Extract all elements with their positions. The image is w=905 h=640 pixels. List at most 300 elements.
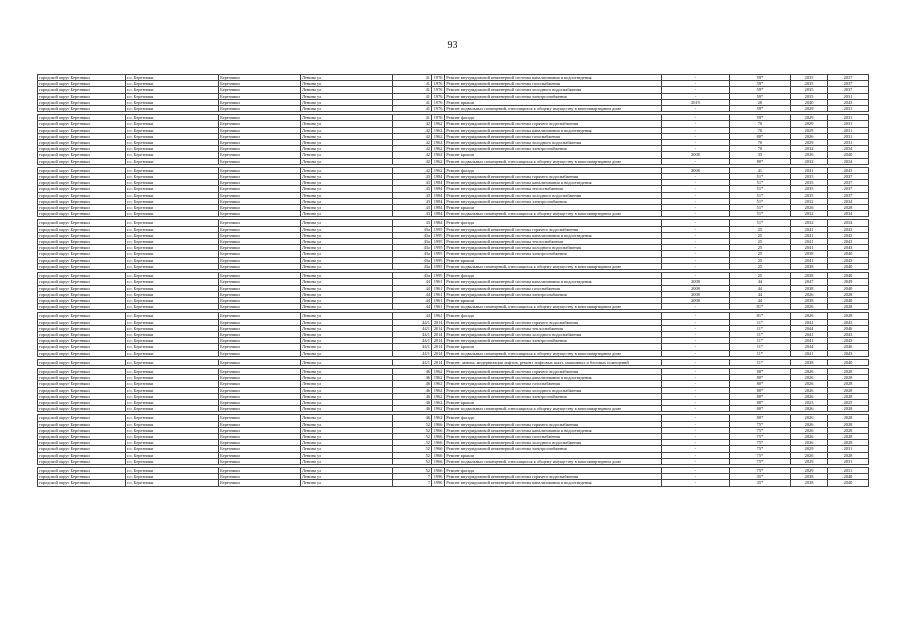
cell-plan-end-year: 2031 xyxy=(827,446,868,452)
cell-work-type: Ремонт внутридомовой инженерной системы канализования и водоотведения xyxy=(445,427,662,433)
cell-build-year: 1984 xyxy=(431,220,444,226)
cell-plan-end-year: 2046 xyxy=(827,325,868,331)
cell-work-type: Ремонт внутридомовой инженерной системы горячего водоснабжения xyxy=(445,421,662,427)
cell-wear-percent: 11* xyxy=(729,344,790,350)
cell-work-type: Ремонт внутридомовой инженерной системы электроснабжения xyxy=(445,446,662,452)
cell-build-year: 1966 xyxy=(431,452,444,458)
cell-municipality: городской округ Березняки xyxy=(38,344,126,350)
cell-wear-percent: 80* xyxy=(729,415,790,421)
cell-municipality: городской округ Березняки xyxy=(38,205,126,211)
cell-city: Березники xyxy=(219,399,301,405)
cell-street: Ленина ул xyxy=(300,87,392,93)
cell-settlement: г.о. Березники xyxy=(126,75,219,81)
cell-work-type: Ремонт подвальных помещений, относящихся к общему имуществу в многоквартирном доме xyxy=(445,106,662,112)
cell-settlement: г.о. Березники xyxy=(126,186,219,192)
cell-house-number: 44/1 xyxy=(393,325,432,331)
cell-plan-end-year: 2037 xyxy=(827,75,868,81)
cell-build-year: 1996 xyxy=(431,480,444,486)
cell-build-year: 1984 xyxy=(431,198,444,204)
cell-build-year: 1962 xyxy=(431,381,444,387)
cell-municipality: городской округ Березняки xyxy=(38,245,126,251)
cell-municipality: городской округ Березняки xyxy=(38,446,126,452)
cell-street: Ленина ул xyxy=(300,106,392,112)
cell-municipality: городской округ Березняки xyxy=(38,415,126,421)
cell-street: Ленина ул xyxy=(300,331,392,337)
cell-city: Березники xyxy=(219,375,301,381)
cell-build-year: 1995 xyxy=(431,245,444,251)
cell-city: Березники xyxy=(219,186,301,192)
cell-house-number: 52 xyxy=(393,458,432,464)
cell-city: Березники xyxy=(219,127,301,133)
cell-wear-percent: 25 xyxy=(729,245,790,251)
cell-last-repair-year: 2006 xyxy=(662,167,730,173)
cell-city: Березники xyxy=(219,304,301,310)
cell-last-repair-year: - xyxy=(662,239,730,245)
cell-plan-start-year: 2026 xyxy=(791,205,828,211)
cell-municipality: городской округ Березняки xyxy=(38,279,126,285)
cell-work-type: Ремонт внутридомовой инженерной системы канализования и водоотведения xyxy=(445,480,662,486)
cell-work-type: Ремонт внутридомовой инженерной системы холодного водоснабжения xyxy=(445,331,662,337)
cell-settlement: г.о. Березники xyxy=(126,99,219,105)
cell-wear-percent: 11* xyxy=(729,331,790,337)
cell-work-type: Ремонт крыши xyxy=(445,152,662,158)
cell-plan-start-year: 2026 xyxy=(791,133,828,139)
cell-wear-percent: 59* xyxy=(729,115,790,121)
cell-plan-start-year: 2040 xyxy=(791,99,828,105)
cell-city: Березники xyxy=(219,474,301,480)
cell-plan-end-year: 2028 xyxy=(827,205,868,211)
cell-build-year: 1962 xyxy=(431,387,444,393)
cell-municipality: городской округ Березняки xyxy=(38,232,126,238)
cell-street: Ленина ул xyxy=(300,239,392,245)
cell-wear-percent: 25 xyxy=(729,239,790,245)
cell-last-repair-year: - xyxy=(662,406,730,412)
cell-municipality: городской округ Березняки xyxy=(38,452,126,458)
cell-plan-end-year: 2040 xyxy=(827,285,868,291)
cell-plan-end-year: 2031 xyxy=(827,467,868,473)
cell-plan-end-year: 2043 xyxy=(827,350,868,356)
cell-wear-percent: 35* xyxy=(729,480,790,486)
cell-house-number: 43 xyxy=(393,174,432,180)
cell-city: Березники xyxy=(219,325,301,331)
cell-city: Березники xyxy=(219,220,301,226)
cell-plan-start-year: 2026 xyxy=(791,440,828,446)
cell-settlement: г.о. Березники xyxy=(126,127,219,133)
cell-build-year: 1961 xyxy=(431,304,444,310)
cell-plan-start-year: 2026 xyxy=(791,368,828,374)
cell-house-number: 44 xyxy=(393,313,432,319)
cell-city: Березники xyxy=(219,331,301,337)
cell-last-repair-year: - xyxy=(662,257,730,263)
cell-build-year: 1962 xyxy=(431,152,444,158)
cell-plan-end-year: 2028 xyxy=(827,375,868,381)
cell-settlement: г.о. Березники xyxy=(126,115,219,121)
cell-plan-start-year: 2038 xyxy=(791,474,828,480)
cell-work-type: Ремонт внутридомовой инженерной системы канализования и водоотведения xyxy=(445,180,662,186)
cell-plan-end-year: 2040 xyxy=(827,359,868,365)
cell-plan-end-year: 2034 xyxy=(827,220,868,226)
cell-settlement: г.о. Березники xyxy=(126,325,219,331)
cell-plan-start-year: 2029 xyxy=(791,140,828,146)
cell-plan-start-year: 2026 xyxy=(791,381,828,387)
cell-city: Березники xyxy=(219,93,301,99)
cell-municipality: городской округ Березняки xyxy=(38,192,126,198)
cell-work-type: Ремонт внутридомовой инженерной системы газоснабжения xyxy=(445,381,662,387)
cell-last-repair-year: - xyxy=(662,375,730,381)
cell-house-number: 44/1 xyxy=(393,319,432,325)
cell-municipality: городской округ Березняки xyxy=(38,433,126,439)
cell-build-year: 1962 xyxy=(431,393,444,399)
cell-work-type: Ремонт подвальных помещений, относящихся к общему имуществу в многоквартирном доме xyxy=(445,158,662,164)
cell-city: Березники xyxy=(219,368,301,374)
cell-plan-end-year: 2034 xyxy=(827,158,868,164)
cell-city: Березники xyxy=(219,291,301,297)
cell-municipality: городской округ Березняки xyxy=(38,285,126,291)
cell-plan-start-year: 2029 xyxy=(791,467,828,473)
cell-house-number: 44/1 xyxy=(393,344,432,350)
cell-work-type: Ремонт фасада xyxy=(445,273,662,279)
cell-last-repair-year: - xyxy=(662,198,730,204)
cell-city: Березники xyxy=(219,387,301,393)
cell-plan-end-year: 2043 xyxy=(827,239,868,245)
cell-settlement: г.о. Березники xyxy=(126,205,219,211)
cell-plan-end-year: 2037 xyxy=(827,81,868,87)
cell-plan-end-year: 2028 xyxy=(827,381,868,387)
cell-house-number: 43 xyxy=(393,220,432,226)
cell-build-year: 1984 xyxy=(431,186,444,192)
cell-municipality: городской округ Березняки xyxy=(38,458,126,464)
cell-work-type: Ремонт внутридомовой инженерной системы горячего водоснабжения xyxy=(445,368,662,374)
cell-city: Березники xyxy=(219,75,301,81)
cell-last-repair-year: - xyxy=(662,344,730,350)
cell-street: Ленина ул xyxy=(300,263,392,269)
cell-work-type: Ремонт внутридомовой инженерной системы холодного водоснабжения xyxy=(445,192,662,198)
cell-settlement: г.о. Березники xyxy=(126,192,219,198)
cell-build-year: 1962 xyxy=(431,158,444,164)
cell-settlement: г.о. Березники xyxy=(126,251,219,257)
cell-last-repair-year: - xyxy=(662,458,730,464)
cell-settlement: г.о. Березники xyxy=(126,81,219,87)
cell-plan-end-year: 2037 xyxy=(827,180,868,186)
cell-last-repair-year: 2008 xyxy=(662,285,730,291)
cell-work-type: Ремонт крыши xyxy=(445,205,662,211)
cell-plan-start-year: 2041 xyxy=(791,245,828,251)
cell-last-repair-year: - xyxy=(662,421,730,427)
cell-municipality: городской округ Березняки xyxy=(38,127,126,133)
cell-house-number: 43а xyxy=(393,232,432,238)
cell-street: Ленина ул xyxy=(300,427,392,433)
cell-last-repair-year: - xyxy=(662,106,730,112)
cell-street: Ленина ул xyxy=(300,433,392,439)
cell-work-type: Ремонт подвальных помещений, относящихся к общему имуществу в многоквартирном доме xyxy=(445,263,662,269)
cell-house-number: 42 xyxy=(393,121,432,127)
cell-plan-end-year: 2037 xyxy=(827,87,868,93)
cell-plan-start-year: 2026 xyxy=(791,393,828,399)
cell-house-number: 44/1 xyxy=(393,350,432,356)
cell-wear-percent: 75* xyxy=(729,433,790,439)
cell-house-number: 43 xyxy=(393,198,432,204)
cell-plan-end-year: 2031 xyxy=(827,115,868,121)
cell-wear-percent: 51* xyxy=(729,211,790,217)
cell-plan-end-year: 2043 xyxy=(827,331,868,337)
cell-house-number: 43а xyxy=(393,239,432,245)
cell-settlement: г.о. Березники xyxy=(126,87,219,93)
cell-last-repair-year: - xyxy=(662,446,730,452)
cell-street: Ленина ул xyxy=(300,211,392,217)
cell-city: Березники xyxy=(219,226,301,232)
cell-build-year: 1995 xyxy=(431,257,444,263)
cell-house-number: 43а xyxy=(393,273,432,279)
cell-street: Ленина ул xyxy=(300,198,392,204)
cell-house-number: 46 xyxy=(393,368,432,374)
cell-city: Березники xyxy=(219,87,301,93)
cell-last-repair-year: - xyxy=(662,273,730,279)
cell-house-number: 52 xyxy=(393,427,432,433)
cell-municipality: городской округ Березняки xyxy=(38,152,126,158)
cell-municipality: городской округ Березняки xyxy=(38,226,126,232)
cell-work-type: Ремонт внутридомовой инженерной системы канализования и водоотведения xyxy=(445,232,662,238)
cell-street: Ленина ул xyxy=(300,467,392,473)
cell-last-repair-year: - xyxy=(662,452,730,458)
cell-city: Березники xyxy=(219,133,301,139)
cell-plan-end-year: 2028 xyxy=(827,421,868,427)
cell-street: Ленина ул xyxy=(300,93,392,99)
cell-house-number: 41 xyxy=(393,75,432,81)
cell-municipality: городской округ Березняки xyxy=(38,304,126,310)
cell-city: Березники xyxy=(219,192,301,198)
cell-city: Березники xyxy=(219,297,301,303)
cell-last-repair-year: 2019 xyxy=(662,99,730,105)
cell-street: Ленина ул xyxy=(300,152,392,158)
cell-last-repair-year: - xyxy=(662,467,730,473)
cell-work-type: Ремонт крыши xyxy=(445,99,662,105)
cell-build-year: 1976 xyxy=(431,87,444,93)
cell-plan-start-year: 2032 xyxy=(791,220,828,226)
cell-wear-percent: 51* xyxy=(729,220,790,226)
cell-city: Березники xyxy=(219,198,301,204)
cell-settlement: г.о. Березники xyxy=(126,387,219,393)
cell-plan-end-year: 2040 xyxy=(827,480,868,486)
cell-city: Березники xyxy=(219,106,301,112)
cell-street: Ленина ул xyxy=(300,446,392,452)
cell-wear-percent: 75* xyxy=(729,452,790,458)
cell-settlement: г.о. Березники xyxy=(126,304,219,310)
cell-plan-start-year: 2038 xyxy=(791,480,828,486)
cell-work-type: Ремонт внутридомовой инженерной системы газоснабжения xyxy=(445,133,662,139)
cell-house-number: 46 xyxy=(393,375,432,381)
cell-plan-start-year: 2035 xyxy=(791,192,828,198)
cell-city: Березники xyxy=(219,406,301,412)
cell-plan-end-year: 2043 xyxy=(827,319,868,325)
cell-last-repair-year: - xyxy=(662,331,730,337)
cell-municipality: городской округ Березняки xyxy=(38,186,126,192)
cell-work-type: Ремонт внутридомовой инженерной системы электроснабжения xyxy=(445,146,662,152)
cell-house-number: 46 xyxy=(393,393,432,399)
cell-municipality: городской округ Березняки xyxy=(38,387,126,393)
cell-plan-start-year: 2023 xyxy=(791,399,828,405)
cell-work-type: Ремонт внутридомовой инженерной системы теплоснабжения xyxy=(445,239,662,245)
cell-last-repair-year: - xyxy=(662,87,730,93)
cell-street: Ленина ул xyxy=(300,304,392,310)
cell-city: Березники xyxy=(219,146,301,152)
cell-wear-percent: 25 xyxy=(729,226,790,232)
cell-wear-percent: 28 xyxy=(729,99,790,105)
cell-last-repair-year: - xyxy=(662,158,730,164)
cell-last-repair-year: - xyxy=(662,226,730,232)
cell-build-year: 1962 xyxy=(431,121,444,127)
cell-plan-end-year: 2040 xyxy=(827,263,868,269)
cell-settlement: г.о. Березники xyxy=(126,474,219,480)
cell-wear-percent: 11* xyxy=(729,359,790,365)
cell-build-year: 1962 xyxy=(431,406,444,412)
cell-plan-start-year: 2026 xyxy=(791,313,828,319)
cell-build-year: 1962 xyxy=(431,368,444,374)
cell-last-repair-year: - xyxy=(662,427,730,433)
cell-municipality: городской округ Березняки xyxy=(38,133,126,139)
cell-municipality: городской округ Березняки xyxy=(38,140,126,146)
cell-work-type: Ремонт внутридомовой инженерной системы электроснабжения xyxy=(445,393,662,399)
cell-last-repair-year: - xyxy=(662,180,730,186)
cell-plan-end-year: 2037 xyxy=(827,186,868,192)
cell-settlement: г.о. Березники xyxy=(126,158,219,164)
cell-settlement: г.о. Березники xyxy=(126,446,219,452)
cell-wear-percent: 25 xyxy=(729,263,790,269)
cell-build-year: 1984 xyxy=(431,192,444,198)
cell-settlement: г.о. Березники xyxy=(126,167,219,173)
cell-municipality: городской округ Березняки xyxy=(38,273,126,279)
capital-repair-table xyxy=(37,74,869,487)
cell-house-number: 41 xyxy=(393,93,432,99)
cell-last-repair-year: - xyxy=(662,393,730,399)
cell-build-year: 1962 xyxy=(431,146,444,152)
cell-city: Березники xyxy=(219,427,301,433)
cell-work-type: Ремонт подвальных помещений, относящихся к общему имуществу в многоквартирном доме xyxy=(445,458,662,464)
cell-street: Ленина ул xyxy=(300,257,392,263)
cell-settlement: г.о. Березники xyxy=(126,319,219,325)
cell-municipality: городской округ Березняки xyxy=(38,427,126,433)
cell-settlement: г.о. Березники xyxy=(126,433,219,439)
cell-wear-percent: 51* xyxy=(729,180,790,186)
cell-plan-start-year: 2035 xyxy=(791,186,828,192)
cell-street: Ленина ул xyxy=(300,415,392,421)
cell-work-type: Ремонт фасада xyxy=(445,313,662,319)
cell-city: Березники xyxy=(219,232,301,238)
cell-city: Березники xyxy=(219,273,301,279)
cell-wear-percent: 11* xyxy=(729,350,790,356)
table-body xyxy=(38,75,869,487)
cell-work-type: Ремонт внутридомовой инженерной системы холодного водоснабжения xyxy=(445,87,662,93)
cell-street: Ленина ул xyxy=(300,387,392,393)
cell-work-type: Ремонт внутридомовой инженерной системы теплоснабжения xyxy=(445,325,662,331)
cell-city: Березники xyxy=(219,211,301,217)
cell-house-number: 41 xyxy=(393,99,432,105)
cell-house-number: 44 xyxy=(393,304,432,310)
cell-city: Березники xyxy=(219,350,301,356)
cell-city: Березники xyxy=(219,338,301,344)
cell-city: Березники xyxy=(219,115,301,121)
cell-city: Березники xyxy=(219,381,301,387)
cell-last-repair-year: - xyxy=(662,205,730,211)
cell-wear-percent: 80* xyxy=(729,368,790,374)
cell-house-number: 7 xyxy=(393,480,432,486)
cell-house-number: 43а xyxy=(393,245,432,251)
cell-municipality: городской округ Березняки xyxy=(38,467,126,473)
cell-plan-start-year: 2026 xyxy=(791,375,828,381)
cell-city: Березники xyxy=(219,245,301,251)
cell-wear-percent: 80* xyxy=(729,406,790,412)
cell-plan-start-year: 2038 xyxy=(791,285,828,291)
cell-house-number: 52 xyxy=(393,446,432,452)
cell-plan-start-year: 2032 xyxy=(791,198,828,204)
cell-plan-start-year: 2041 xyxy=(791,167,828,173)
cell-city: Березники xyxy=(219,152,301,158)
cell-street: Ленина ул xyxy=(300,350,392,356)
cell-build-year: 2014 xyxy=(431,359,444,365)
cell-house-number: 42 xyxy=(393,146,432,152)
cell-plan-end-year: 2043 xyxy=(827,99,868,105)
page-number: 93 xyxy=(447,40,458,51)
cell-build-year: 2014 xyxy=(431,319,444,325)
cell-plan-start-year: 2035 xyxy=(791,75,828,81)
cell-plan-end-year: 2037 xyxy=(827,174,868,180)
cell-plan-start-year: 2026 xyxy=(791,291,828,297)
cell-plan-start-year: 2026 xyxy=(791,427,828,433)
cell-municipality: городской округ Березняки xyxy=(38,93,126,99)
cell-work-type: Ремонт внутридомовой инженерной системы канализования и водоотведения xyxy=(445,127,662,133)
cell-street: Ленина ул xyxy=(300,344,392,350)
cell-last-repair-year: 2008 xyxy=(662,152,730,158)
cell-house-number: 46 xyxy=(393,399,432,405)
cell-plan-end-year: 2040 xyxy=(827,152,868,158)
cell-work-type: Ремонт внутридомовой инженерной системы электроснабжения xyxy=(445,251,662,257)
cell-city: Березники xyxy=(219,140,301,146)
cell-street: Ленина ул xyxy=(300,297,392,303)
cell-build-year: 1962 xyxy=(431,133,444,139)
cell-last-repair-year: - xyxy=(662,121,730,127)
cell-wear-percent: 75* xyxy=(729,446,790,452)
cell-city: Березники xyxy=(219,344,301,350)
cell-work-type: Ремонт внутридомовой инженерной системы холодного водоснабжения xyxy=(445,440,662,446)
cell-last-repair-year: - xyxy=(662,140,730,146)
cell-plan-end-year: 2028 xyxy=(827,452,868,458)
cell-build-year: 1984 xyxy=(431,205,444,211)
cell-wear-percent: 80* xyxy=(729,399,790,405)
table-row xyxy=(38,480,869,486)
cell-work-type: Ремонт фасада xyxy=(445,167,662,173)
cell-plan-start-year: 2041 xyxy=(791,331,828,337)
cell-street: Ленина ул xyxy=(300,232,392,238)
cell-wear-percent: 70 xyxy=(729,146,790,152)
cell-street: Ленина ул xyxy=(300,406,392,412)
cell-work-type: Ремонт фасада xyxy=(445,467,662,473)
cell-last-repair-year: - xyxy=(662,474,730,480)
cell-house-number: 44 xyxy=(393,297,432,303)
cell-work-type: Ремонт внутридомовой инженерной системы горячего водоснабжения xyxy=(445,319,662,325)
cell-plan-start-year: 2026 xyxy=(791,304,828,310)
cell-build-year: 1966 xyxy=(431,427,444,433)
cell-settlement: г.о. Березники xyxy=(126,297,219,303)
cell-work-type: Ремонт подвальных помещений, относящихся к общему имуществу в многоквартирном доме xyxy=(445,350,662,356)
cell-wear-percent: 44 xyxy=(729,297,790,303)
cell-house-number: 52 xyxy=(393,433,432,439)
cell-municipality: городской округ Березняки xyxy=(38,106,126,112)
cell-wear-percent: 35 xyxy=(729,152,790,158)
cell-plan-end-year: 2040 xyxy=(827,297,868,303)
cell-municipality: городской округ Березняки xyxy=(38,421,126,427)
cell-settlement: г.о. Березники xyxy=(126,467,219,473)
cell-settlement: г.о. Березники xyxy=(126,344,219,350)
cell-city: Березники xyxy=(219,446,301,452)
